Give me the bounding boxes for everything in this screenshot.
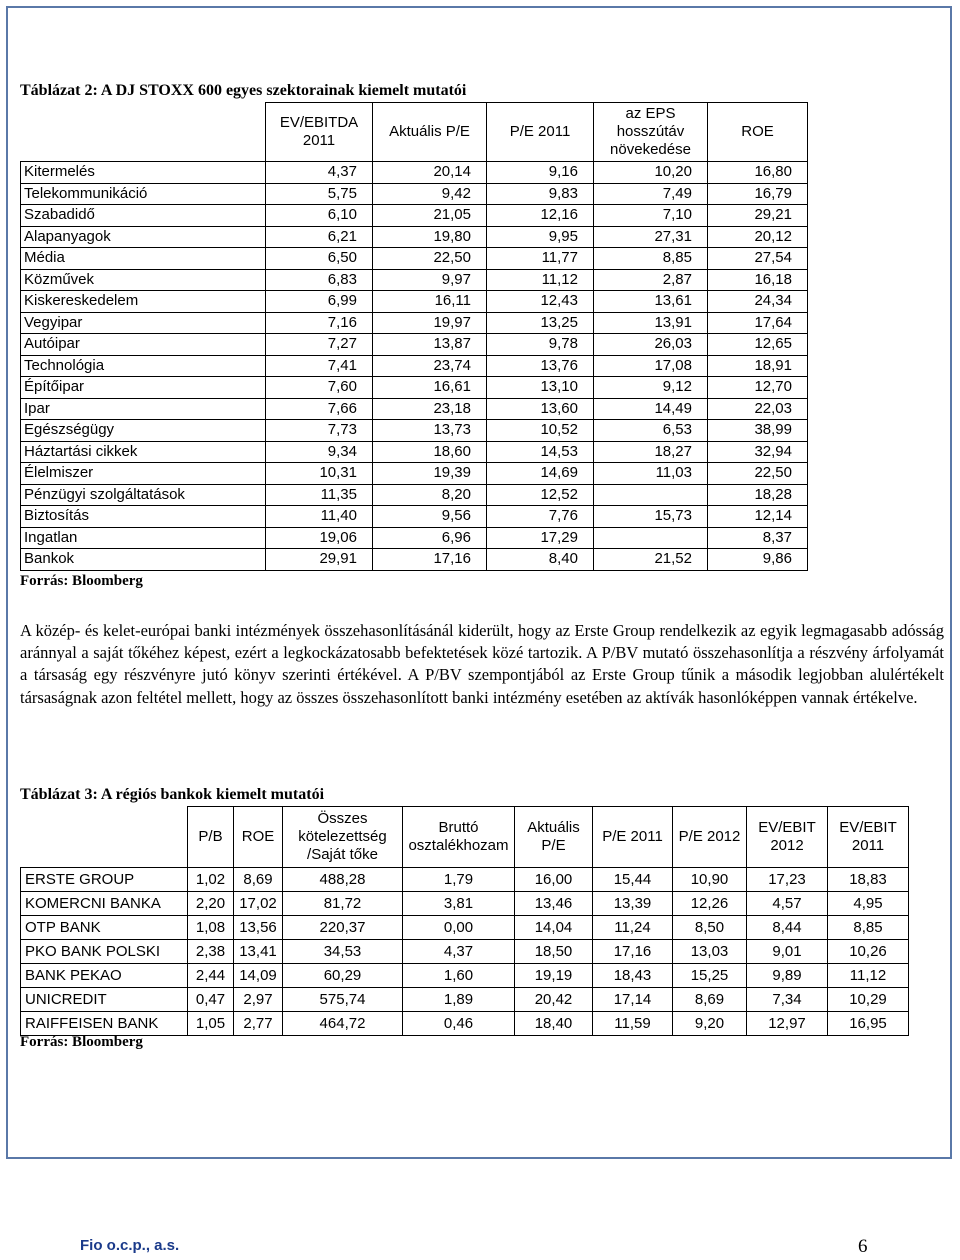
table-cell: 17,08 bbox=[594, 355, 708, 377]
table-cell: 5,75 bbox=[266, 183, 373, 205]
table-cell: 15,73 bbox=[594, 506, 708, 528]
header-roe: ROE bbox=[234, 807, 283, 868]
row-label: Ingatlan bbox=[21, 527, 266, 549]
table-cell: 13,25 bbox=[487, 312, 594, 334]
table-cell: 0,47 bbox=[188, 988, 234, 1012]
table-cell: 38,99 bbox=[708, 420, 808, 442]
header-blank bbox=[21, 103, 266, 162]
row-label: KOMERCNI BANKA bbox=[21, 892, 188, 916]
table-cell: 13,60 bbox=[487, 398, 594, 420]
table-cell: 4,95 bbox=[828, 892, 909, 916]
table-cell: 9,78 bbox=[487, 334, 594, 356]
header-pe-2011: P/E 2011 bbox=[593, 807, 673, 868]
table-cell: 10,26 bbox=[828, 940, 909, 964]
table-cell: 27,31 bbox=[594, 226, 708, 248]
table-row bbox=[21, 484, 808, 506]
table-cell: 7,76 bbox=[487, 506, 594, 528]
table-cell: 32,94 bbox=[708, 441, 808, 463]
row-label: Közművek bbox=[21, 269, 266, 291]
table-cell: 6,83 bbox=[266, 269, 373, 291]
table-cell: 11,40 bbox=[266, 506, 373, 528]
table-cell: 7,73 bbox=[266, 420, 373, 442]
table-cell: 8,69 bbox=[234, 868, 283, 892]
table-cell: 18,27 bbox=[594, 441, 708, 463]
table-cell: 13,46 bbox=[515, 892, 593, 916]
table-cell: 22,50 bbox=[708, 463, 808, 485]
table-cell: 16,61 bbox=[373, 377, 487, 399]
table-cell: 8,44 bbox=[747, 916, 828, 940]
table-header-row bbox=[21, 103, 808, 162]
header-pe-2011: P/E 2011 bbox=[487, 103, 594, 162]
table-cell: 3,81 bbox=[403, 892, 515, 916]
table-cell: 18,83 bbox=[828, 868, 909, 892]
table-cell: 1,79 bbox=[403, 868, 515, 892]
table-cell: 23,74 bbox=[373, 355, 487, 377]
table-cell: 11,03 bbox=[594, 463, 708, 485]
table-cell: 11,12 bbox=[487, 269, 594, 291]
table-cell: 21,05 bbox=[373, 205, 487, 227]
table-cell: 13,87 bbox=[373, 334, 487, 356]
table-cell: 14,53 bbox=[487, 441, 594, 463]
table-cell: 8,37 bbox=[708, 527, 808, 549]
row-label: Autóipar bbox=[21, 334, 266, 356]
table-cell: 1,08 bbox=[188, 916, 234, 940]
table-cell: 8,50 bbox=[673, 916, 747, 940]
table-cell: 8,20 bbox=[373, 484, 487, 506]
row-label: Egészségügy bbox=[21, 420, 266, 442]
table-cell: 1,05 bbox=[188, 1012, 234, 1036]
table-cell: 17,23 bbox=[747, 868, 828, 892]
table-row bbox=[21, 269, 808, 291]
table-cell: 17,64 bbox=[708, 312, 808, 334]
table-cell: 34,53 bbox=[283, 940, 403, 964]
table-cell: 18,43 bbox=[593, 964, 673, 988]
table-cell: 7,49 bbox=[594, 183, 708, 205]
table-cell: 9,95 bbox=[487, 226, 594, 248]
table-cell: 13,76 bbox=[487, 355, 594, 377]
table-row bbox=[21, 892, 909, 916]
table-cell: 14,09 bbox=[234, 964, 283, 988]
table-cell: 1,02 bbox=[188, 868, 234, 892]
table1-caption: Táblázat 2: A DJ STOXX 600 egyes szektorainak kiemelt mutatói bbox=[20, 82, 467, 99]
header-pe-2012: P/E 2012 bbox=[673, 807, 747, 868]
table-cell: 10,90 bbox=[673, 868, 747, 892]
table-cell bbox=[594, 527, 708, 549]
table-cell: 19,97 bbox=[373, 312, 487, 334]
table-cell: 12,14 bbox=[708, 506, 808, 528]
table-cell: 464,72 bbox=[283, 1012, 403, 1036]
table-cell: 9,01 bbox=[747, 940, 828, 964]
table-row bbox=[21, 441, 808, 463]
row-label: UNICREDIT bbox=[21, 988, 188, 1012]
table-cell: 29,91 bbox=[266, 549, 373, 571]
table-cell: 18,28 bbox=[708, 484, 808, 506]
sector-table bbox=[20, 102, 808, 571]
row-label: OTP BANK bbox=[21, 916, 188, 940]
table-row bbox=[21, 420, 808, 442]
table-cell: 9,97 bbox=[373, 269, 487, 291]
row-label: Háztartási cikkek bbox=[21, 441, 266, 463]
table-row bbox=[21, 377, 808, 399]
table-row bbox=[21, 964, 909, 988]
table-cell: 9,20 bbox=[673, 1012, 747, 1036]
table-cell: 13,10 bbox=[487, 377, 594, 399]
table-cell: 24,34 bbox=[708, 291, 808, 313]
table-cell: 7,41 bbox=[266, 355, 373, 377]
table-cell: 60,29 bbox=[283, 964, 403, 988]
header-eps-growth: az EPS hosszútáv növekedése bbox=[594, 103, 708, 162]
table-cell: 15,25 bbox=[673, 964, 747, 988]
table-cell: 11,12 bbox=[828, 964, 909, 988]
table-row bbox=[21, 248, 808, 270]
table-cell: 7,34 bbox=[747, 988, 828, 1012]
table-cell: 18,60 bbox=[373, 441, 487, 463]
table-row bbox=[21, 463, 808, 485]
banks-table bbox=[20, 806, 909, 1036]
table-cell: 12,16 bbox=[487, 205, 594, 227]
header-aktualis-pe: Aktuális P/E bbox=[515, 807, 593, 868]
table-cell: 12,43 bbox=[487, 291, 594, 313]
row-label: RAIFFEISEN BANK bbox=[21, 1012, 188, 1036]
table-cell: 4,57 bbox=[747, 892, 828, 916]
table-cell: 14,04 bbox=[515, 916, 593, 940]
table-cell: 6,53 bbox=[594, 420, 708, 442]
table2-source: Forrás: Bloomberg bbox=[20, 1034, 143, 1050]
table-cell: 26,03 bbox=[594, 334, 708, 356]
row-label: ERSTE GROUP bbox=[21, 868, 188, 892]
table-cell: 20,14 bbox=[373, 162, 487, 184]
header-pb: P/B bbox=[188, 807, 234, 868]
table-cell: 9,89 bbox=[747, 964, 828, 988]
table-cell: 13,73 bbox=[373, 420, 487, 442]
row-label: Kitermelés bbox=[21, 162, 266, 184]
table-cell: 16,18 bbox=[708, 269, 808, 291]
table-cell: 12,26 bbox=[673, 892, 747, 916]
table-cell: 20,42 bbox=[515, 988, 593, 1012]
table-cell: 10,29 bbox=[828, 988, 909, 1012]
table-row bbox=[21, 355, 808, 377]
header-dividend-yield: Bruttó osztalékhozam bbox=[403, 807, 515, 868]
table-cell: 0,46 bbox=[403, 1012, 515, 1036]
table-row bbox=[21, 506, 808, 528]
table-cell: 13,03 bbox=[673, 940, 747, 964]
table-cell: 12,97 bbox=[747, 1012, 828, 1036]
row-label: PKO BANK POLSKI bbox=[21, 940, 188, 964]
table-cell: 9,56 bbox=[373, 506, 487, 528]
header-ev-ebit-2012: EV/EBIT 2012 bbox=[747, 807, 828, 868]
table-cell: 13,41 bbox=[234, 940, 283, 964]
table-cell: 15,44 bbox=[593, 868, 673, 892]
table-cell: 9,42 bbox=[373, 183, 487, 205]
table-cell: 8,40 bbox=[487, 549, 594, 571]
page-number: 6 bbox=[858, 1236, 868, 1257]
header-ev-ebit-2011: EV/EBIT 2011 bbox=[828, 807, 909, 868]
table1-source: Forrás: Bloomberg bbox=[20, 573, 143, 589]
table-cell: 575,74 bbox=[283, 988, 403, 1012]
table-cell: 2,38 bbox=[188, 940, 234, 964]
table-cell: 10,52 bbox=[487, 420, 594, 442]
table-cell: 9,16 bbox=[487, 162, 594, 184]
table-cell: 11,59 bbox=[593, 1012, 673, 1036]
table-cell: 11,24 bbox=[593, 916, 673, 940]
table-cell: 17,29 bbox=[487, 527, 594, 549]
table-row bbox=[21, 162, 808, 184]
table-cell: 9,86 bbox=[708, 549, 808, 571]
table-row bbox=[21, 916, 909, 940]
table-cell: 12,65 bbox=[708, 334, 808, 356]
table-cell: 17,14 bbox=[593, 988, 673, 1012]
row-label: Média bbox=[21, 248, 266, 270]
table-cell: 10,31 bbox=[266, 463, 373, 485]
table-row bbox=[21, 868, 909, 892]
table-cell: 13,61 bbox=[594, 291, 708, 313]
table-cell: 19,19 bbox=[515, 964, 593, 988]
table-cell: 29,21 bbox=[708, 205, 808, 227]
row-label: Biztosítás bbox=[21, 506, 266, 528]
table-cell: 220,37 bbox=[283, 916, 403, 940]
table-cell: 10,20 bbox=[594, 162, 708, 184]
table-cell: 16,79 bbox=[708, 183, 808, 205]
table-cell: 17,02 bbox=[234, 892, 283, 916]
table-cell: 20,12 bbox=[708, 226, 808, 248]
table-cell: 13,56 bbox=[234, 916, 283, 940]
row-label: Pénzügyi szolgáltatások bbox=[21, 484, 266, 506]
table-cell: 8,69 bbox=[673, 988, 747, 1012]
table-cell: 16,95 bbox=[828, 1012, 909, 1036]
row-label: Szabadidő bbox=[21, 205, 266, 227]
table-cell: 9,12 bbox=[594, 377, 708, 399]
row-label: Építőipar bbox=[21, 377, 266, 399]
row-label: Élelmiszer bbox=[21, 463, 266, 485]
table-cell: 6,10 bbox=[266, 205, 373, 227]
table-cell: 21,52 bbox=[594, 549, 708, 571]
table-cell: 9,83 bbox=[487, 183, 594, 205]
row-label: Ipar bbox=[21, 398, 266, 420]
row-label: BANK PEKAO bbox=[21, 964, 188, 988]
header-blank bbox=[21, 807, 188, 868]
row-label: Alapanyagok bbox=[21, 226, 266, 248]
analysis-paragraph bbox=[20, 620, 944, 709]
table-cell: 17,16 bbox=[373, 549, 487, 571]
table-cell: 6,96 bbox=[373, 527, 487, 549]
table-row bbox=[21, 988, 909, 1012]
table-cell: 81,72 bbox=[283, 892, 403, 916]
table-cell: 18,91 bbox=[708, 355, 808, 377]
table-cell: 0,00 bbox=[403, 916, 515, 940]
footer-company: Fio o.c.p., a.s. bbox=[80, 1237, 180, 1254]
table-cell: 2,20 bbox=[188, 892, 234, 916]
table-cell: 4,37 bbox=[266, 162, 373, 184]
table-cell: 18,50 bbox=[515, 940, 593, 964]
table-row bbox=[21, 527, 808, 549]
table-cell: 19,80 bbox=[373, 226, 487, 248]
table-cell: 6,99 bbox=[266, 291, 373, 313]
table-cell: 6,21 bbox=[266, 226, 373, 248]
table-row bbox=[21, 549, 808, 571]
table-row bbox=[21, 226, 808, 248]
table-cell: 27,54 bbox=[708, 248, 808, 270]
table2-caption: Táblázat 3: A régiós bankok kiemelt mutatói bbox=[20, 786, 325, 803]
table-row bbox=[21, 291, 808, 313]
table-cell: 9,34 bbox=[266, 441, 373, 463]
table-cell: 11,35 bbox=[266, 484, 373, 506]
table-cell: 11,77 bbox=[487, 248, 594, 270]
header-debt-equity: Összes kötelezettség /Saját tőke bbox=[283, 807, 403, 868]
table-row bbox=[21, 1012, 909, 1036]
table-cell: 13,39 bbox=[593, 892, 673, 916]
table-cell: 7,27 bbox=[266, 334, 373, 356]
table-cell: 7,66 bbox=[266, 398, 373, 420]
table-cell: 7,60 bbox=[266, 377, 373, 399]
table-row bbox=[21, 205, 808, 227]
table-row bbox=[21, 312, 808, 334]
paragraph-text: A közép- és kelet-európai banki intézmények összehasonlításánál kiderült, hogy az Erste Group rendelkezik az egyik legmagasabb adósság aránnyal a saját tőkéhez képest, ezért a legkockázatosabb befektetések közé tartozik. A P/BV mutató összehasonlítja a részvény árfolyamát a társaság egy részvényre jutó könyv szerinti értékével. A P/BV szempontjából az Erste Group tűnik a második legjobban alulértékelt társaságnak azon feltétel mellett, hogy az összes összehasonlított banki intézmény esetében az aktívák hasonlóképpen vannak értékelve. bbox=[20, 621, 944, 707]
header-roe: ROE bbox=[708, 103, 808, 162]
table-cell: 17,16 bbox=[593, 940, 673, 964]
table-cell: 7,16 bbox=[266, 312, 373, 334]
table-row bbox=[21, 183, 808, 205]
table-cell: 14,69 bbox=[487, 463, 594, 485]
table-cell: 23,18 bbox=[373, 398, 487, 420]
table-cell: 13,91 bbox=[594, 312, 708, 334]
table-cell: 488,28 bbox=[283, 868, 403, 892]
row-label: Telekommunikáció bbox=[21, 183, 266, 205]
table-cell: 2,97 bbox=[234, 988, 283, 1012]
header-ev-ebitda: EV/EBITDA 2011 bbox=[266, 103, 373, 162]
table-row bbox=[21, 334, 808, 356]
table-cell: 16,11 bbox=[373, 291, 487, 313]
table-cell: 7,10 bbox=[594, 205, 708, 227]
table-header-row bbox=[21, 807, 909, 868]
table-row bbox=[21, 398, 808, 420]
table-cell: 8,85 bbox=[594, 248, 708, 270]
table-cell: 18,40 bbox=[515, 1012, 593, 1036]
table-cell: 2,87 bbox=[594, 269, 708, 291]
table-cell: 4,37 bbox=[403, 940, 515, 964]
row-label: Technológia bbox=[21, 355, 266, 377]
table-cell: 12,52 bbox=[487, 484, 594, 506]
table-cell: 8,85 bbox=[828, 916, 909, 940]
header-aktualis-pe: Aktuális P/E bbox=[373, 103, 487, 162]
row-label: Bankok bbox=[21, 549, 266, 571]
table-row bbox=[21, 940, 909, 964]
table-cell: 22,03 bbox=[708, 398, 808, 420]
table-cell: 22,50 bbox=[373, 248, 487, 270]
row-label: Vegyipar bbox=[21, 312, 266, 334]
table-cell: 16,80 bbox=[708, 162, 808, 184]
table-cell: 19,06 bbox=[266, 527, 373, 549]
table-cell: 19,39 bbox=[373, 463, 487, 485]
table-cell: 2,77 bbox=[234, 1012, 283, 1036]
table-cell bbox=[594, 484, 708, 506]
table-cell: 1,89 bbox=[403, 988, 515, 1012]
table-cell: 12,70 bbox=[708, 377, 808, 399]
table-cell: 2,44 bbox=[188, 964, 234, 988]
table-cell: 14,49 bbox=[594, 398, 708, 420]
table-cell: 6,50 bbox=[266, 248, 373, 270]
table-cell: 16,00 bbox=[515, 868, 593, 892]
row-label: Kiskereskedelem bbox=[21, 291, 266, 313]
table-cell: 1,60 bbox=[403, 964, 515, 988]
